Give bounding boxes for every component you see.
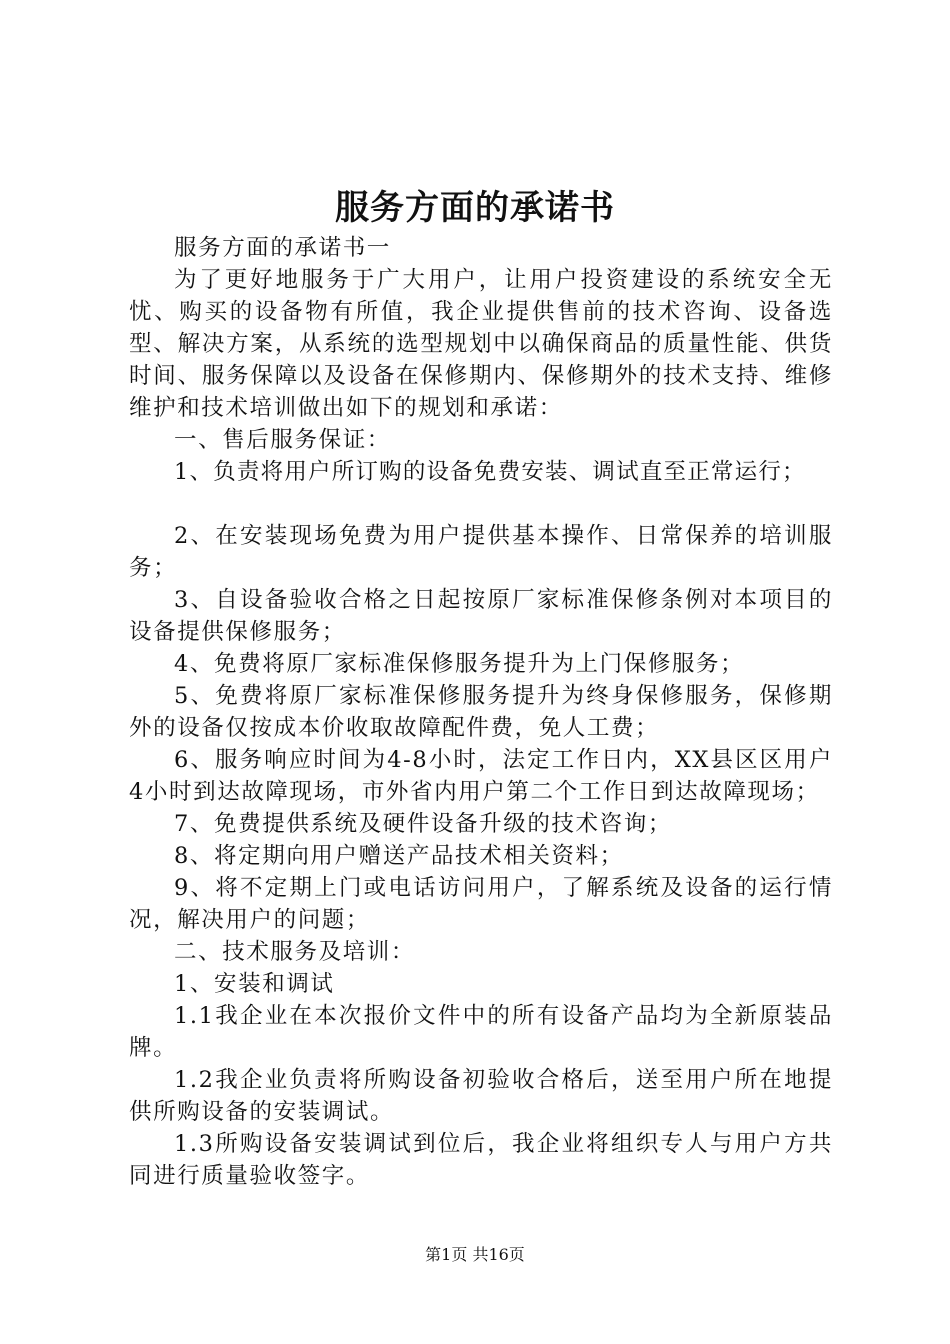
list-item-8: 8、将定期向用户赠送产品技术相关资料； [174,843,624,869]
page-number: 第1页 共16页 [425,1245,525,1264]
list-item-6: 6、服务响应时间为4-8小时，法定工作日内，XX县区区用户4小时到达故障现场，市外省内用户第二个工作日到达故障现场； [129,747,833,805]
list-item-3: 3、自设备验收合格之日起按原厂家标准保修条例对本项目的设备提供保修服务； [129,587,833,645]
document-body [129,232,833,1192]
clause-1-3: 1.3所购设备安装调试到位后，我企业将组织专人与用户方共同进行质量验收签字。 [129,1131,833,1189]
clause-1-1: 1.1我企业在本次报价文件中的所有设备产品均为全新原装品牌。 [129,1003,833,1061]
list-item-2: 2、在安装现场免费为用户提供基本操作、日常保养的培训服务； [129,523,833,581]
subsection-heading-installation: 1、安装和调试 [174,971,335,997]
blank-line [129,488,833,520]
section-heading-after-sales: 一、售后服务保证： [174,427,391,453]
list-item-7: 7、免费提供系统及硬件设备升级的技术咨询； [174,811,672,837]
list-item-1: 1、负责将用户所订购的设备免费安装、调试直至正常运行； [174,459,806,485]
list-item-5: 5、免费将原厂家标准保修服务提升为终身保修服务，保修期外的设备仅按成本价收取故障配件费，免人工费； [129,683,833,741]
paragraph-intro: 为了更好地服务于广大用户，让用户投资建设的系统安全无忧、购买的设备物有所值，我企业提供售前的技术咨询、设备选型、解决方案，从系统的选型规划中以确保商品的质量性能、供货时间、服务保障以及设备在保修期内、保修期外的技术支持、维修维护和技术培训做出如下的规划和承诺： [129,267,833,421]
clause-1-2: 1.2我企业负责将所购设备初验收合格后，送至用户所在地提供所购设备的安装调试。 [129,1067,833,1125]
paragraph-subtitle: 服务方面的承诺书一 [174,235,391,261]
section-heading-technical-service: 二、技术服务及培训： [174,939,416,965]
document-title: 服务方面的承诺书 [335,188,615,228]
list-item-9: 9、将不定期上门或电话访问用户，了解系统及设备的运行情况，解决用户的问题； [129,875,833,933]
list-item-4: 4、免费将原厂家标准保修服务提升为上门保修服务； [174,651,745,677]
